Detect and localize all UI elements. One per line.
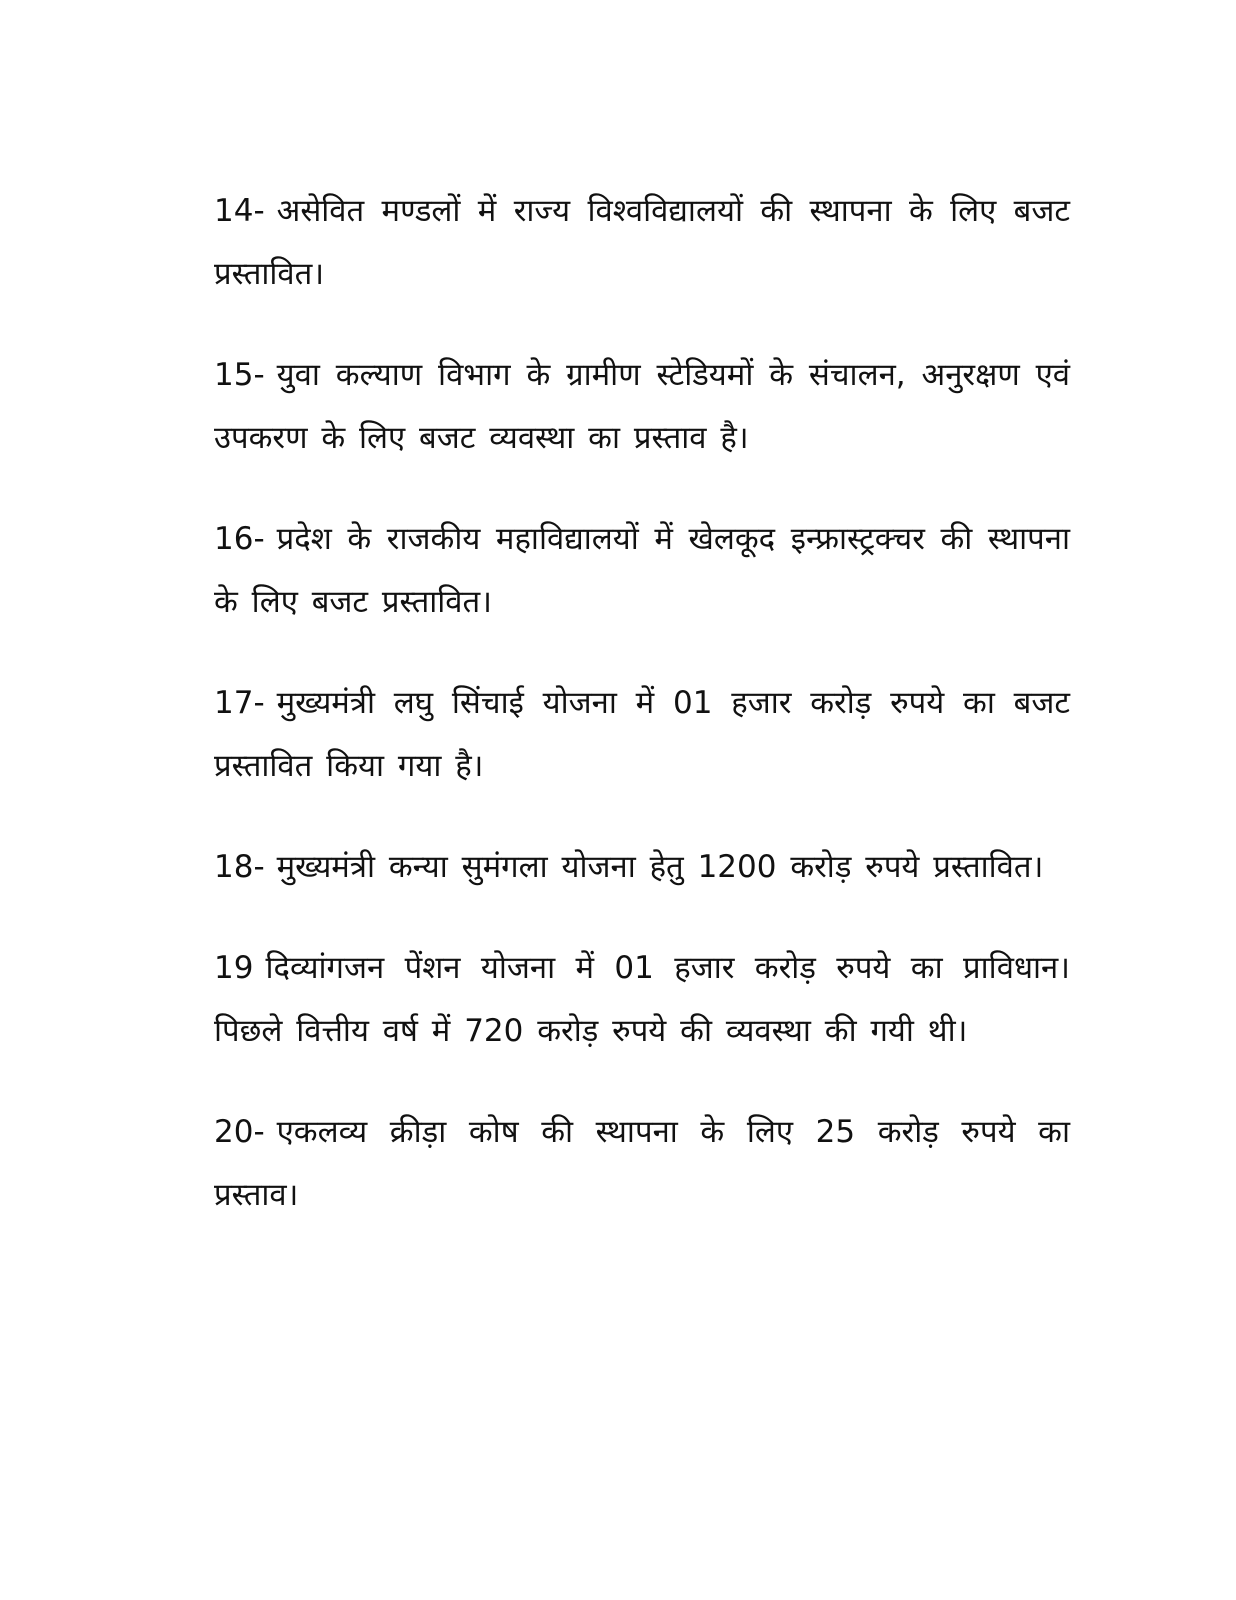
budget-point-17 [214, 672, 1070, 798]
point-text: दिव्यांगजन पेंशन योजना में 01 हजार करोड़ रुपये का प्राविधान। पिछले वित्तीय वर्ष में 720 करोड़ रुपये की व्यवस्था की गयी थी। [214, 950, 1070, 1049]
point-text: प्रदेश के राजकीय महाविद्यालयों में खेलकूद इन्फ्रास्ट्रक्चर की स्थापना के लिए बजट प्रस्तावित। [214, 521, 1070, 620]
point-text: युवा कल्याण विभाग के ग्रामीण स्टेडियमों के संचालन, अनुरक्षण एवं उपकरण के लिए बजट व्यवस्था का प्रस्ताव है। [214, 357, 1070, 456]
point-number: 15- [214, 357, 265, 393]
point-text: मुख्यमंत्री लघु सिंचाई योजना में 01 हजार करोड़ रुपये का बजट प्रस्तावित किया गया है। [214, 685, 1070, 784]
point-number: 17- [214, 685, 265, 721]
budget-point-19 [214, 937, 1070, 1063]
budget-points-list [214, 180, 1070, 1265]
budget-point-20 [214, 1101, 1070, 1227]
point-number: 20- [214, 1114, 265, 1150]
point-number: 18- [214, 849, 265, 885]
budget-point-18 [214, 836, 1070, 899]
point-text: मुख्यमंत्री कन्या सुमंगला योजना हेतु 1200 करोड़ रुपये प्रस्तावित। [276, 849, 1044, 885]
budget-point-14 [214, 180, 1070, 306]
point-number: 19 [214, 950, 254, 986]
point-text: असेवित मण्डलों में राज्य विश्वविद्यालयों की स्थापना के लिए बजट प्रस्तावित। [214, 193, 1070, 292]
budget-point-15 [214, 344, 1070, 470]
point-number: 14- [214, 193, 265, 229]
point-number: 16- [214, 521, 265, 557]
budget-point-16 [214, 508, 1070, 634]
point-text: एकलव्य क्रीड़ा कोष की स्थापना के लिए 25 करोड़ रुपये का प्रस्ताव। [214, 1114, 1070, 1213]
